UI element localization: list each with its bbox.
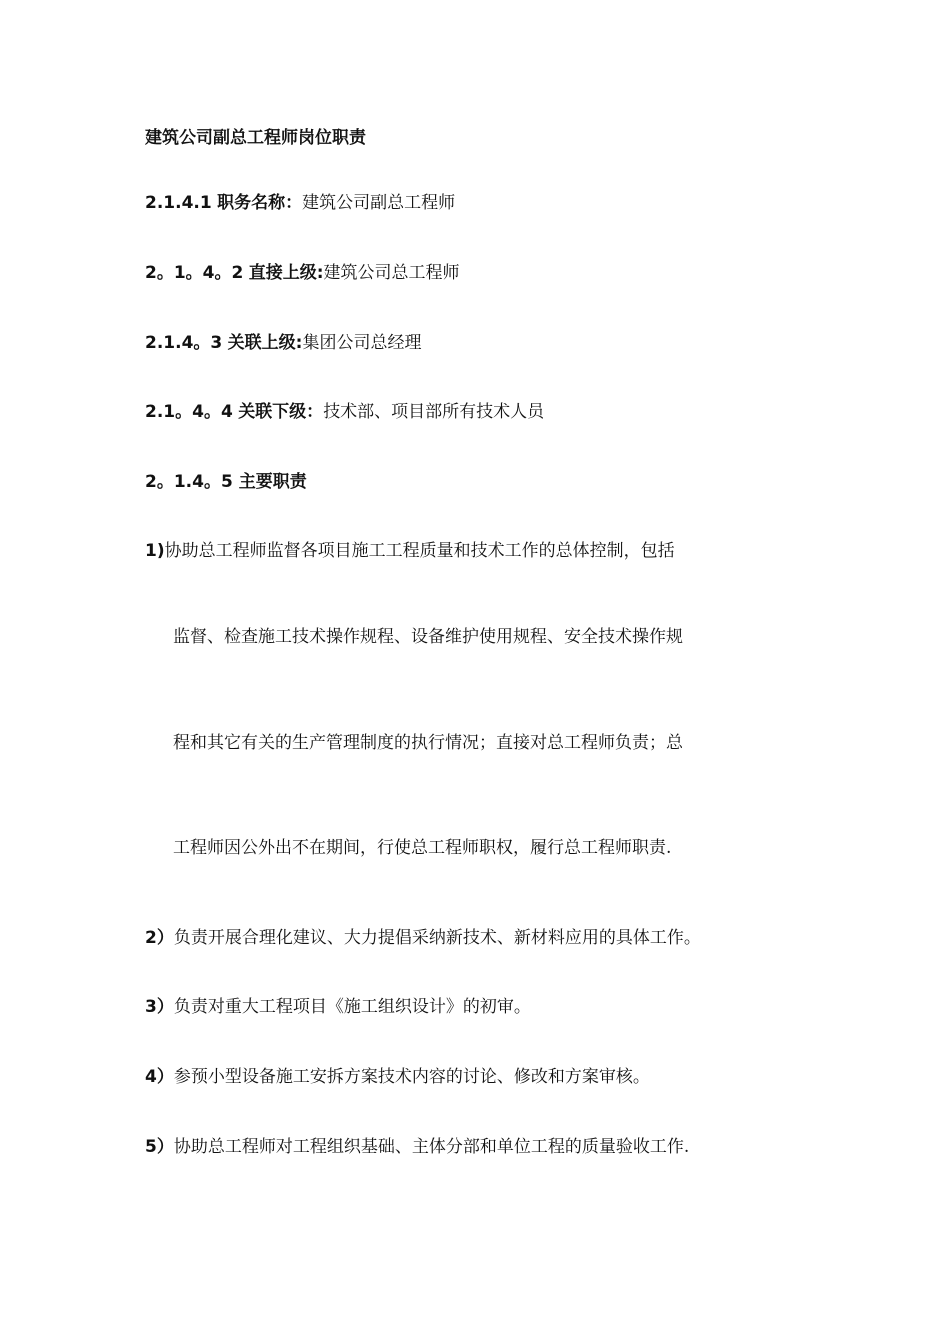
duty-3 <box>145 996 531 1018</box>
field-job-title <box>145 192 455 214</box>
duty-1-line-2: 监督、检查施工技术操作规程、设备维护使用规程、安全技术操作规 <box>173 627 683 647</box>
field-value: 集团公司总经理 <box>302 333 422 353</box>
main-duties-heading <box>145 471 307 493</box>
field-number: 2.1.4。3 <box>145 333 223 353</box>
duty-marker: 5） <box>145 1137 174 1157</box>
field-label: 关联下级： <box>238 402 324 422</box>
field-related-subordinate <box>145 401 544 423</box>
field-label: 直接上级: <box>248 263 324 283</box>
field-value: 建筑公司副总工程师 <box>302 193 456 213</box>
field-label: 职务名称： <box>217 193 303 213</box>
duty-text: 负责对重大工程项目《施工组织设计》的初审。 <box>173 997 531 1017</box>
duty-marker: 2） <box>145 928 174 948</box>
duty-4 <box>145 1066 650 1088</box>
duty-2 <box>145 927 701 949</box>
duty-1-line-4: 工程师因公外出不在期间，行使总工程师职权，履行总工程师职责. <box>173 838 672 858</box>
duty-marker: 4） <box>145 1067 174 1087</box>
duty-1-line-1 <box>145 540 675 562</box>
duty-1-line-3: 程和其它有关的生产管理制度的执行情况；直接对总工程师负责；总 <box>173 733 683 753</box>
field-direct-superior <box>145 262 460 284</box>
field-number: 2。1。4。2 <box>145 263 244 283</box>
duty-5 <box>145 1136 689 1158</box>
field-number: 2.1。4。4 <box>145 402 233 422</box>
duty-marker: 3） <box>145 997 174 1017</box>
field-value: 建筑公司总工程师 <box>323 263 460 283</box>
duty-text: 负责开展合理化建议、大力提倡采纳新技术、新材料应用的具体工作。 <box>173 928 701 948</box>
duty-text: 协助总工程师监督各项目施工工程质量和技术工作的总体控制，包括 <box>164 541 675 561</box>
field-related-superior <box>145 332 421 354</box>
field-number: 2.1.4.1 <box>145 193 212 213</box>
duty-text: 参预小型设备施工安拆方案技术内容的讨论、修改和方案审核。 <box>173 1067 650 1087</box>
duty-text: 协助总工程师对工程组织基础、主体分部和单位工程的质量验收工作. <box>173 1137 690 1157</box>
heading-label: 主要职责 <box>238 472 307 492</box>
field-label: 关联上级: <box>227 333 303 353</box>
field-value: 技术部、项目部所有技术人员 <box>323 402 545 422</box>
duty-marker: 1) <box>145 541 165 561</box>
document-title: 建筑公司副总工程师岗位职责 <box>145 128 366 148</box>
heading-number: 2。1.4。5 <box>145 472 233 492</box>
